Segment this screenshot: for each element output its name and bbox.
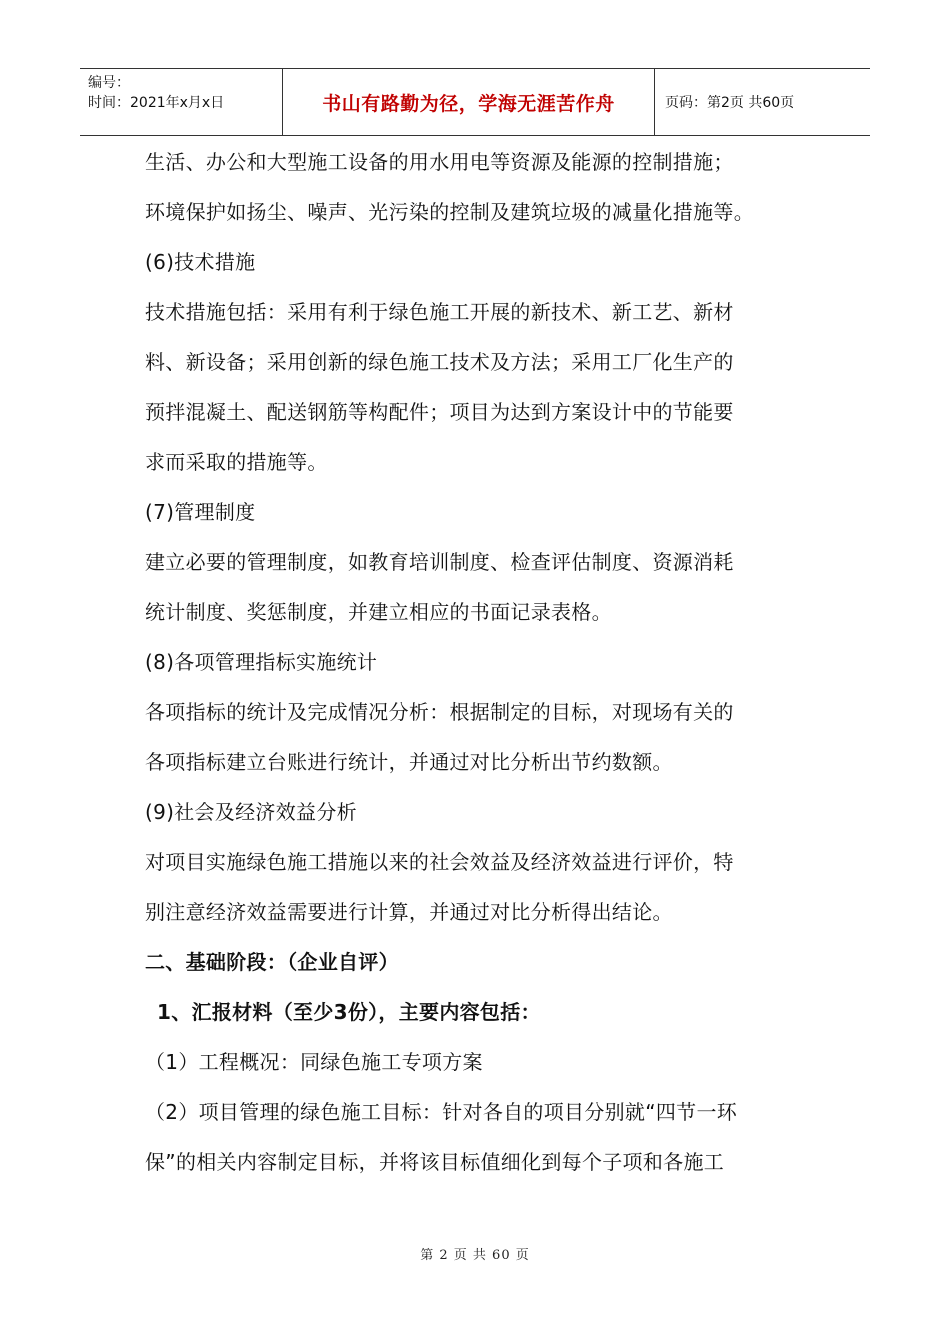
paragraph-line: 别注意经济效益需要进行计算，并通过对比分析得出结论。 (145, 900, 673, 924)
section-heading: (9)社会及经济效益分析 (145, 800, 357, 824)
paragraph-line: 生活、办公和大型施工设备的用水用电等资源及能源的控制措施； (145, 150, 734, 174)
document-body (145, 137, 810, 1187)
paragraph-line: 保”的相关内容制定目标，并将该目标值细化到每个子项和各施工 (145, 1150, 725, 1174)
number-label: 编号： (88, 75, 130, 91)
paragraph-line: 对项目实施绿色施工措施以来的社会效益及经济效益进行评价，特 (145, 850, 734, 874)
header-table (80, 68, 870, 136)
section-heading: (6)技术措施 (145, 250, 256, 274)
header-meta (80, 69, 283, 135)
paragraph-line: 各项指标建立台账进行统计，并通过对比分析出节约数额。 (145, 750, 673, 774)
paragraph-line: 料、新设备；采用创新的绿色施工技术及方法；采用工厂化生产的 (145, 350, 734, 374)
paragraph-line: 环境保护如扬尘、噪声、光污染的控制及建筑垃圾的减量化措施等。 (145, 200, 754, 224)
header-page-info: 页码：第2页 共60页 (665, 95, 795, 111)
paragraph-line: 统计制度、奖惩制度，并建立相应的书面记录表格。 (145, 600, 612, 624)
header-motto: 书山有路勤为径，学海无涯苦作舟 (283, 69, 655, 135)
date-label: 时间：2021年x月x日 (88, 95, 225, 111)
chapter-heading: 二、基础阶段：（企业自评） (145, 950, 399, 974)
paragraph-line: 预拌混凝土、配送钢筋等构配件；项目为达到方案设计中的节能要 (145, 400, 734, 424)
paragraph-line: 技术措施包括：采用有利于绿色施工开展的新技术、新工艺、新材 (145, 300, 734, 324)
section-heading: (7)管理制度 (145, 500, 256, 524)
paragraph-line: （2）项目管理的绿色施工目标：针对各自的项目分别就“四节一环 (145, 1100, 738, 1124)
subsection-heading: 1、汇报材料（至少3份），主要内容包括： (157, 1000, 541, 1024)
paragraph-line: 各项指标的统计及完成情况分析：根据制定的目标，对现场有关的 (145, 700, 734, 724)
paragraph-line: （1）工程概况：同绿色施工专项方案 (145, 1050, 483, 1074)
page-footer: 第 2 页 共 60 页 (420, 1248, 530, 1263)
paragraph-line: 建立必要的管理制度，如教育培训制度、检查评估制度、资源消耗 (145, 550, 734, 574)
section-heading: (8)各项管理指标实施统计 (145, 650, 378, 674)
paragraph-line: 求而采取的措施等。 (145, 450, 328, 474)
